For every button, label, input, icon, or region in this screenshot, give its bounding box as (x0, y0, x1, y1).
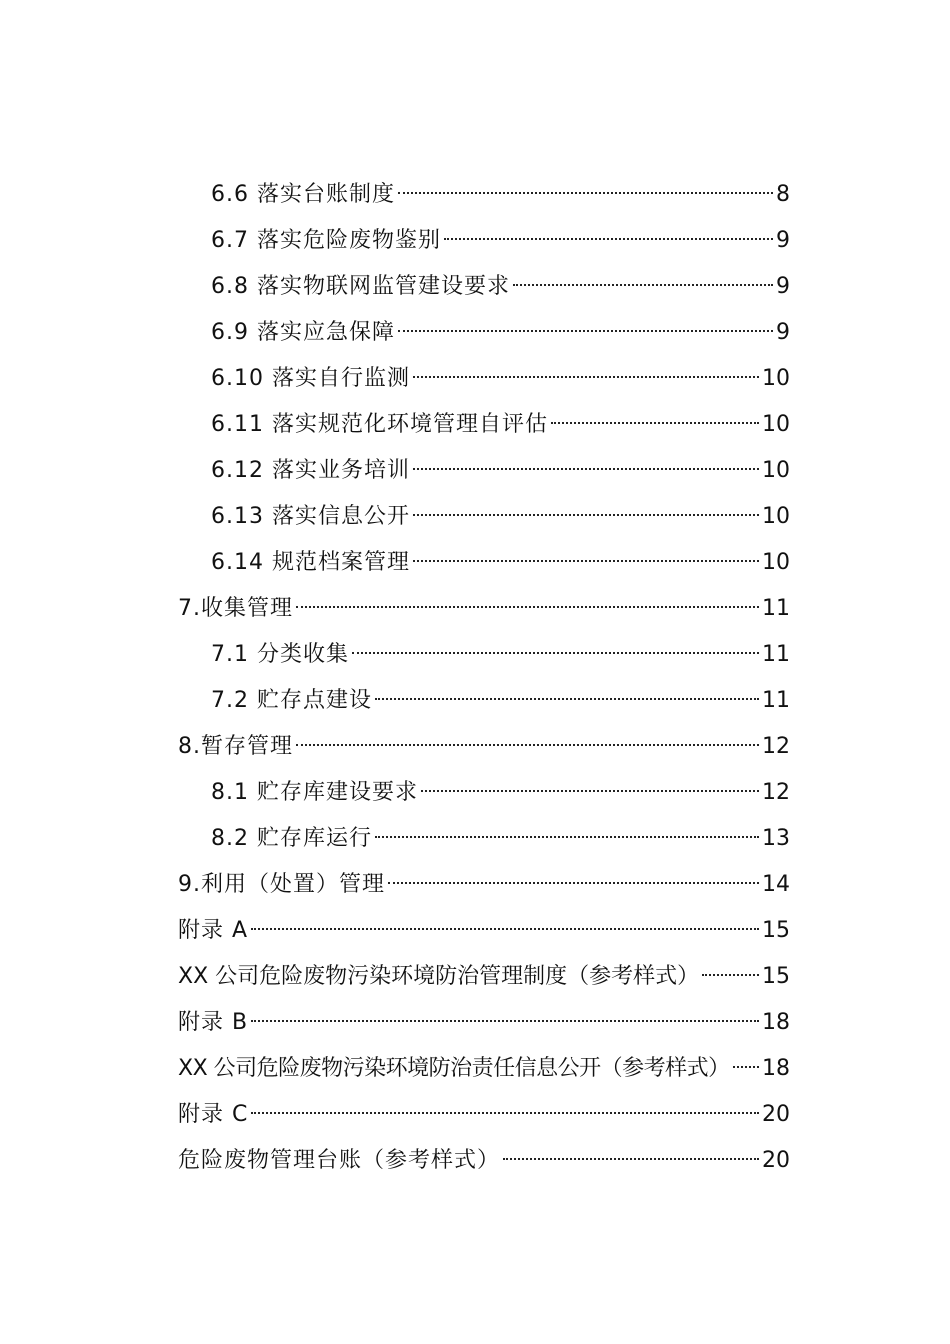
toc-entry-6-6[interactable] (178, 172, 790, 218)
dot-leader (551, 422, 759, 424)
toc-entry-title: 6.11 落实规范化环境管理自评估 (211, 412, 548, 437)
toc-entry-9[interactable] (178, 862, 790, 908)
dot-leader (444, 238, 773, 240)
toc-entry-8-1[interactable] (178, 770, 790, 816)
dot-leader (251, 928, 759, 930)
toc-entry-title: 8.1 贮存库建设要求 (211, 780, 418, 805)
dot-leader (413, 514, 759, 516)
toc-entry-management-system[interactable] (178, 954, 790, 1000)
toc-entry-page: 10 (762, 550, 790, 575)
toc-entry-page: 18 (762, 1010, 790, 1035)
toc-entry-page: 11 (762, 688, 790, 713)
dot-leader (413, 376, 759, 378)
dot-leader (503, 1158, 759, 1160)
toc-entry-page: 18 (762, 1056, 790, 1081)
toc-entry-page: 10 (762, 366, 790, 391)
toc-entry-ledger[interactable] (178, 1138, 790, 1184)
toc-entry-title: 6.9 落实应急保障 (211, 320, 395, 345)
toc-entry-page: 9 (776, 274, 790, 299)
toc-entry-page: 11 (762, 642, 790, 667)
dot-leader (702, 974, 759, 976)
toc-entry-page: 15 (762, 964, 790, 989)
toc-entry-title: 7.2 贮存点建设 (211, 688, 372, 713)
toc-entry-title: 危险废物管理台账（参考样式） (178, 1148, 501, 1173)
toc-entry-page: 10 (762, 458, 790, 483)
toc-entry-7[interactable] (178, 586, 790, 632)
dot-leader (375, 836, 759, 838)
toc-entry-page: 14 (762, 872, 790, 897)
toc-entry-title: 6.14 规范档案管理 (211, 550, 410, 575)
toc-entry-title: 6.8 落实物联网监管建设要求 (211, 274, 510, 299)
dot-leader (398, 330, 773, 332)
toc-entry-appendix-c[interactable] (178, 1092, 790, 1138)
toc-entry-page: 15 (762, 918, 790, 943)
toc-entry-title: 6.6 落实台账制度 (211, 182, 395, 207)
toc-entry-7-2[interactable] (178, 678, 790, 724)
dot-leader (733, 1066, 759, 1068)
toc-entry-title: XX 公司危险废物污染环境防治管理制度（参考样式） (178, 964, 700, 989)
toc-entry-6-14[interactable] (178, 540, 790, 586)
toc-entry-title: 8.暂存管理 (178, 734, 293, 759)
toc-entry-6-9[interactable] (178, 310, 790, 356)
dot-leader (352, 652, 759, 654)
toc-entry-6-10[interactable] (178, 356, 790, 402)
dot-leader (398, 192, 773, 194)
toc-entry-title: 6.7 落实危险废物鉴别 (211, 228, 441, 253)
toc-entry-6-7[interactable] (178, 218, 790, 264)
toc-entry-page: 9 (776, 320, 790, 345)
toc-entry-title: 7.1 分类收集 (211, 642, 349, 667)
toc-entry-6-8[interactable] (178, 264, 790, 310)
toc-entry-page: 12 (762, 780, 790, 805)
toc-entry-page: 20 (762, 1148, 790, 1173)
toc-entry-title: 附录 A (178, 918, 249, 943)
toc-entry-7-1[interactable] (178, 632, 790, 678)
dot-leader (413, 468, 759, 470)
dot-leader (388, 882, 759, 884)
toc-entry-title: XX 公司危险废物污染环境防治责任信息公开（参考样式） (178, 1056, 730, 1081)
toc-entry-page: 8 (776, 182, 790, 207)
dot-leader (296, 606, 759, 608)
dot-leader (251, 1112, 759, 1114)
dot-leader (413, 560, 759, 562)
toc-entry-page: 12 (762, 734, 790, 759)
toc-entry-8-2[interactable] (178, 816, 790, 862)
toc-entry-page: 20 (762, 1102, 790, 1127)
toc-entry-title: 附录 B (178, 1010, 249, 1035)
toc-entry-6-13[interactable] (178, 494, 790, 540)
toc-entry-page: 13 (762, 826, 790, 851)
toc-entry-title: 7.收集管理 (178, 596, 293, 621)
table-of-contents (178, 172, 790, 1184)
toc-entry-title: 8.2 贮存库运行 (211, 826, 372, 851)
toc-entry-appendix-a[interactable] (178, 908, 790, 954)
toc-entry-page: 11 (762, 596, 790, 621)
toc-entry-title: 6.13 落实信息公开 (211, 504, 410, 529)
dot-leader (251, 1020, 759, 1022)
toc-entry-page: 10 (762, 504, 790, 529)
toc-entry-8[interactable] (178, 724, 790, 770)
toc-entry-6-12[interactable] (178, 448, 790, 494)
toc-entry-6-11[interactable] (178, 402, 790, 448)
toc-entry-title: 6.10 落实自行监测 (211, 366, 410, 391)
dot-leader (513, 284, 773, 286)
toc-entry-title: 6.12 落实业务培训 (211, 458, 410, 483)
dot-leader (296, 744, 759, 746)
toc-entry-title: 附录 C (178, 1102, 249, 1127)
toc-entry-page: 9 (776, 228, 790, 253)
toc-entry-appendix-b[interactable] (178, 1000, 790, 1046)
toc-entry-info-disclosure[interactable] (178, 1046, 790, 1092)
toc-entry-title: 9.利用（处置）管理 (178, 872, 385, 897)
dot-leader (375, 698, 759, 700)
toc-entry-page: 10 (762, 412, 790, 437)
dot-leader (421, 790, 759, 792)
